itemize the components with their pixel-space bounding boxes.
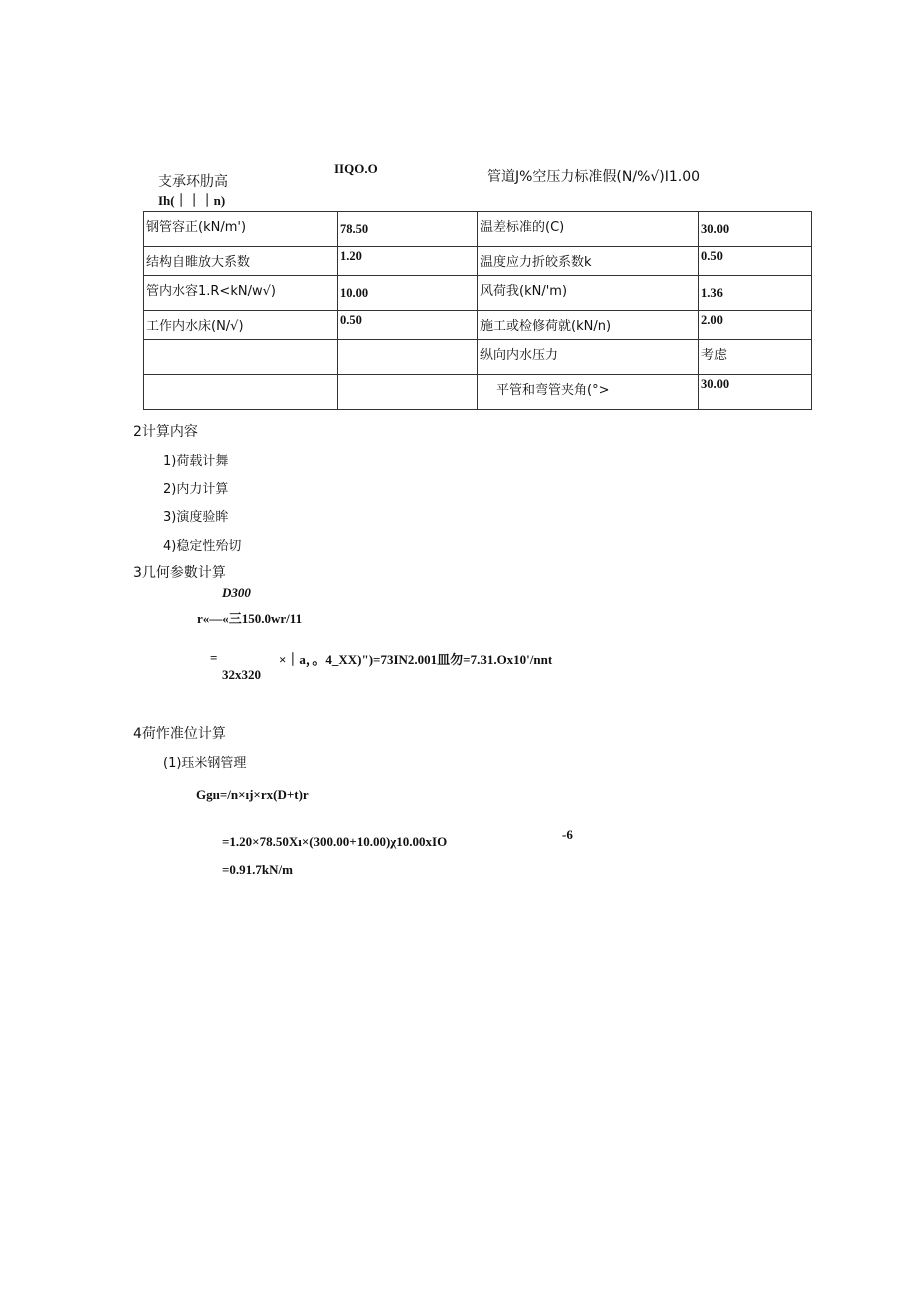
- formula-line: =1.20×78.50Xı×(300.00+10.00)χ10.00xIO: [222, 834, 448, 849]
- list-item: 2)内力计算: [163, 482, 229, 497]
- param-label: 结构自睢放大系数: [144, 247, 338, 276]
- section-3-title: 3几何参數计算: [133, 565, 226, 581]
- param-label: 工作内水床(N/√): [144, 311, 338, 340]
- param-value: 1.20: [338, 247, 478, 276]
- param-label: [144, 375, 338, 410]
- rib-height-unit: Ih(｜｜｜n): [158, 193, 226, 208]
- params-table: [143, 211, 812, 410]
- param-label: [144, 340, 338, 375]
- section-4-subtitle: (1)珏米钢管理: [163, 756, 247, 771]
- list-item: 3)演度验眸: [163, 510, 229, 525]
- rib-height-label: 支承环肋高: [158, 174, 228, 190]
- param-value: [338, 375, 478, 410]
- formula-equals: =: [210, 650, 218, 665]
- param-value: 1.36: [699, 276, 812, 311]
- param-label: 管内水容1.R<kN/w√): [144, 276, 338, 311]
- rib-height-value: IIQO.O: [334, 161, 378, 176]
- table-row: [144, 276, 812, 311]
- list-item: 1)荷载计舞: [163, 454, 229, 469]
- table-row: [144, 375, 812, 410]
- param-value: 0.50: [699, 247, 812, 276]
- param-value: 2.00: [699, 311, 812, 340]
- table-row: [144, 212, 812, 247]
- param-value: 30.00: [699, 375, 812, 410]
- param-value: 78.50: [338, 212, 478, 247]
- table-row: [144, 247, 812, 276]
- vacuum-pressure-label: 管道J%空压力标准假(N/%√)I1.00: [487, 169, 701, 185]
- param-value: 0.50: [338, 311, 478, 340]
- section-4-title: 4荷怍准位计算: [133, 726, 226, 742]
- section-2-title: 2计算内容: [133, 424, 198, 440]
- param-label: 纵向内水压力: [478, 340, 699, 375]
- formula-exponent: -6: [562, 827, 573, 842]
- formula-denominator: 32x320: [222, 667, 261, 682]
- param-label: 施工或检修荷就(kN/n): [478, 311, 699, 340]
- param-value: 考虑: [699, 340, 812, 375]
- formula-result: =0.91.7kN/m: [222, 862, 293, 877]
- param-label: 温差标准的(C): [478, 212, 699, 247]
- formula-line: ×｜a，。4_XX)")=73IN2.001皿勿=7.31.Ox10'/nnt: [279, 652, 553, 667]
- param-value: 10.00: [338, 276, 478, 311]
- param-label: 平管和弯管夹角(°>: [478, 375, 699, 410]
- formula-line: r«—«三150.0wr/11: [197, 611, 303, 626]
- param-label: 温度应力折皎系数k: [478, 247, 699, 276]
- param-label: 风荷我(kN/'m): [478, 276, 699, 311]
- list-item: 4)稳定性殆切: [163, 539, 242, 554]
- param-value: [338, 340, 478, 375]
- formula-numerator: D300: [222, 585, 251, 600]
- table-row: [144, 311, 812, 340]
- formula-line: Ggıı=/n×ıj×rx(D+t)r: [196, 787, 309, 802]
- param-value: 30.00: [699, 212, 812, 247]
- table-row: [144, 340, 812, 375]
- param-label: 钢管容正(kN/m'): [144, 212, 338, 247]
